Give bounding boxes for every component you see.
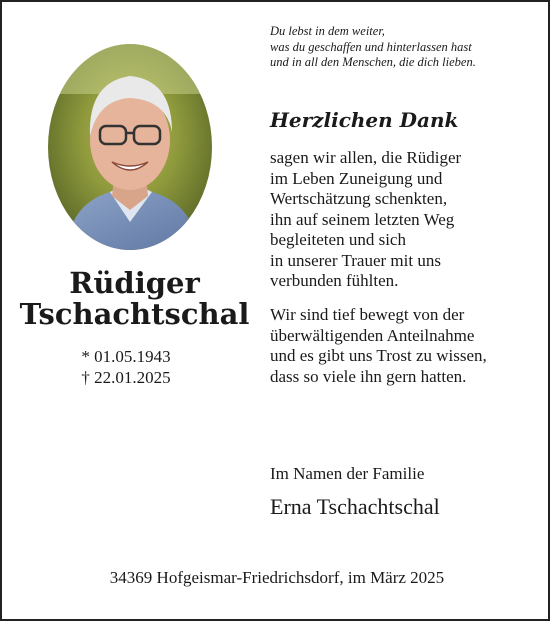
death-date: † 22.01.2025	[81, 368, 171, 387]
thanks-paragraph-2	[270, 305, 540, 387]
text-line: im Leben Zuneigung und	[270, 168, 443, 188]
last-name: Tschachtschal	[19, 297, 250, 331]
family-intro: Im Namen der Familie	[270, 464, 425, 483]
birth-date: * 01.05.1943	[81, 347, 171, 366]
thanks-heading: Herzlichen Dank	[270, 108, 459, 132]
text-line: ihn auf seinem letzten Weg	[270, 209, 455, 229]
text-line: Wir sind tief bewegt von der	[270, 305, 465, 324]
first-name: Rüdiger	[69, 266, 200, 300]
text-line: überwältigenden Anteilnahme	[270, 325, 475, 345]
motto-line: Du lebst in dem weiter,	[270, 24, 385, 38]
text-line: sagen wir allen, die Rüdiger	[270, 148, 462, 167]
text-line: Wertschätzung schenkten,	[270, 189, 448, 208]
text-line: begleiteten und sich	[270, 230, 406, 249]
deceased-name	[2, 268, 267, 330]
life-dates	[2, 346, 250, 388]
portrait-photo	[48, 44, 212, 250]
thanks-paragraph-1	[270, 148, 540, 292]
family-signature: Erna Tschachtschal	[270, 494, 440, 519]
text-line: dass so viele ihn gern hatten.	[270, 366, 467, 386]
text-line: verbunden fühlten.	[270, 271, 399, 290]
motto-line: und in all den Menschen, die dich lieben.	[270, 55, 476, 69]
motto-line: was du geschaffen und hinterlassen hast	[270, 39, 472, 54]
place-date: 34369 Hofgeismar-Friedrichsdorf, im März 2025	[109, 568, 445, 587]
text-line: und es gibt uns Trost zu wissen,	[270, 346, 487, 365]
text-line: in unserer Trauer mit uns	[270, 250, 441, 270]
motto-quote	[270, 24, 540, 71]
